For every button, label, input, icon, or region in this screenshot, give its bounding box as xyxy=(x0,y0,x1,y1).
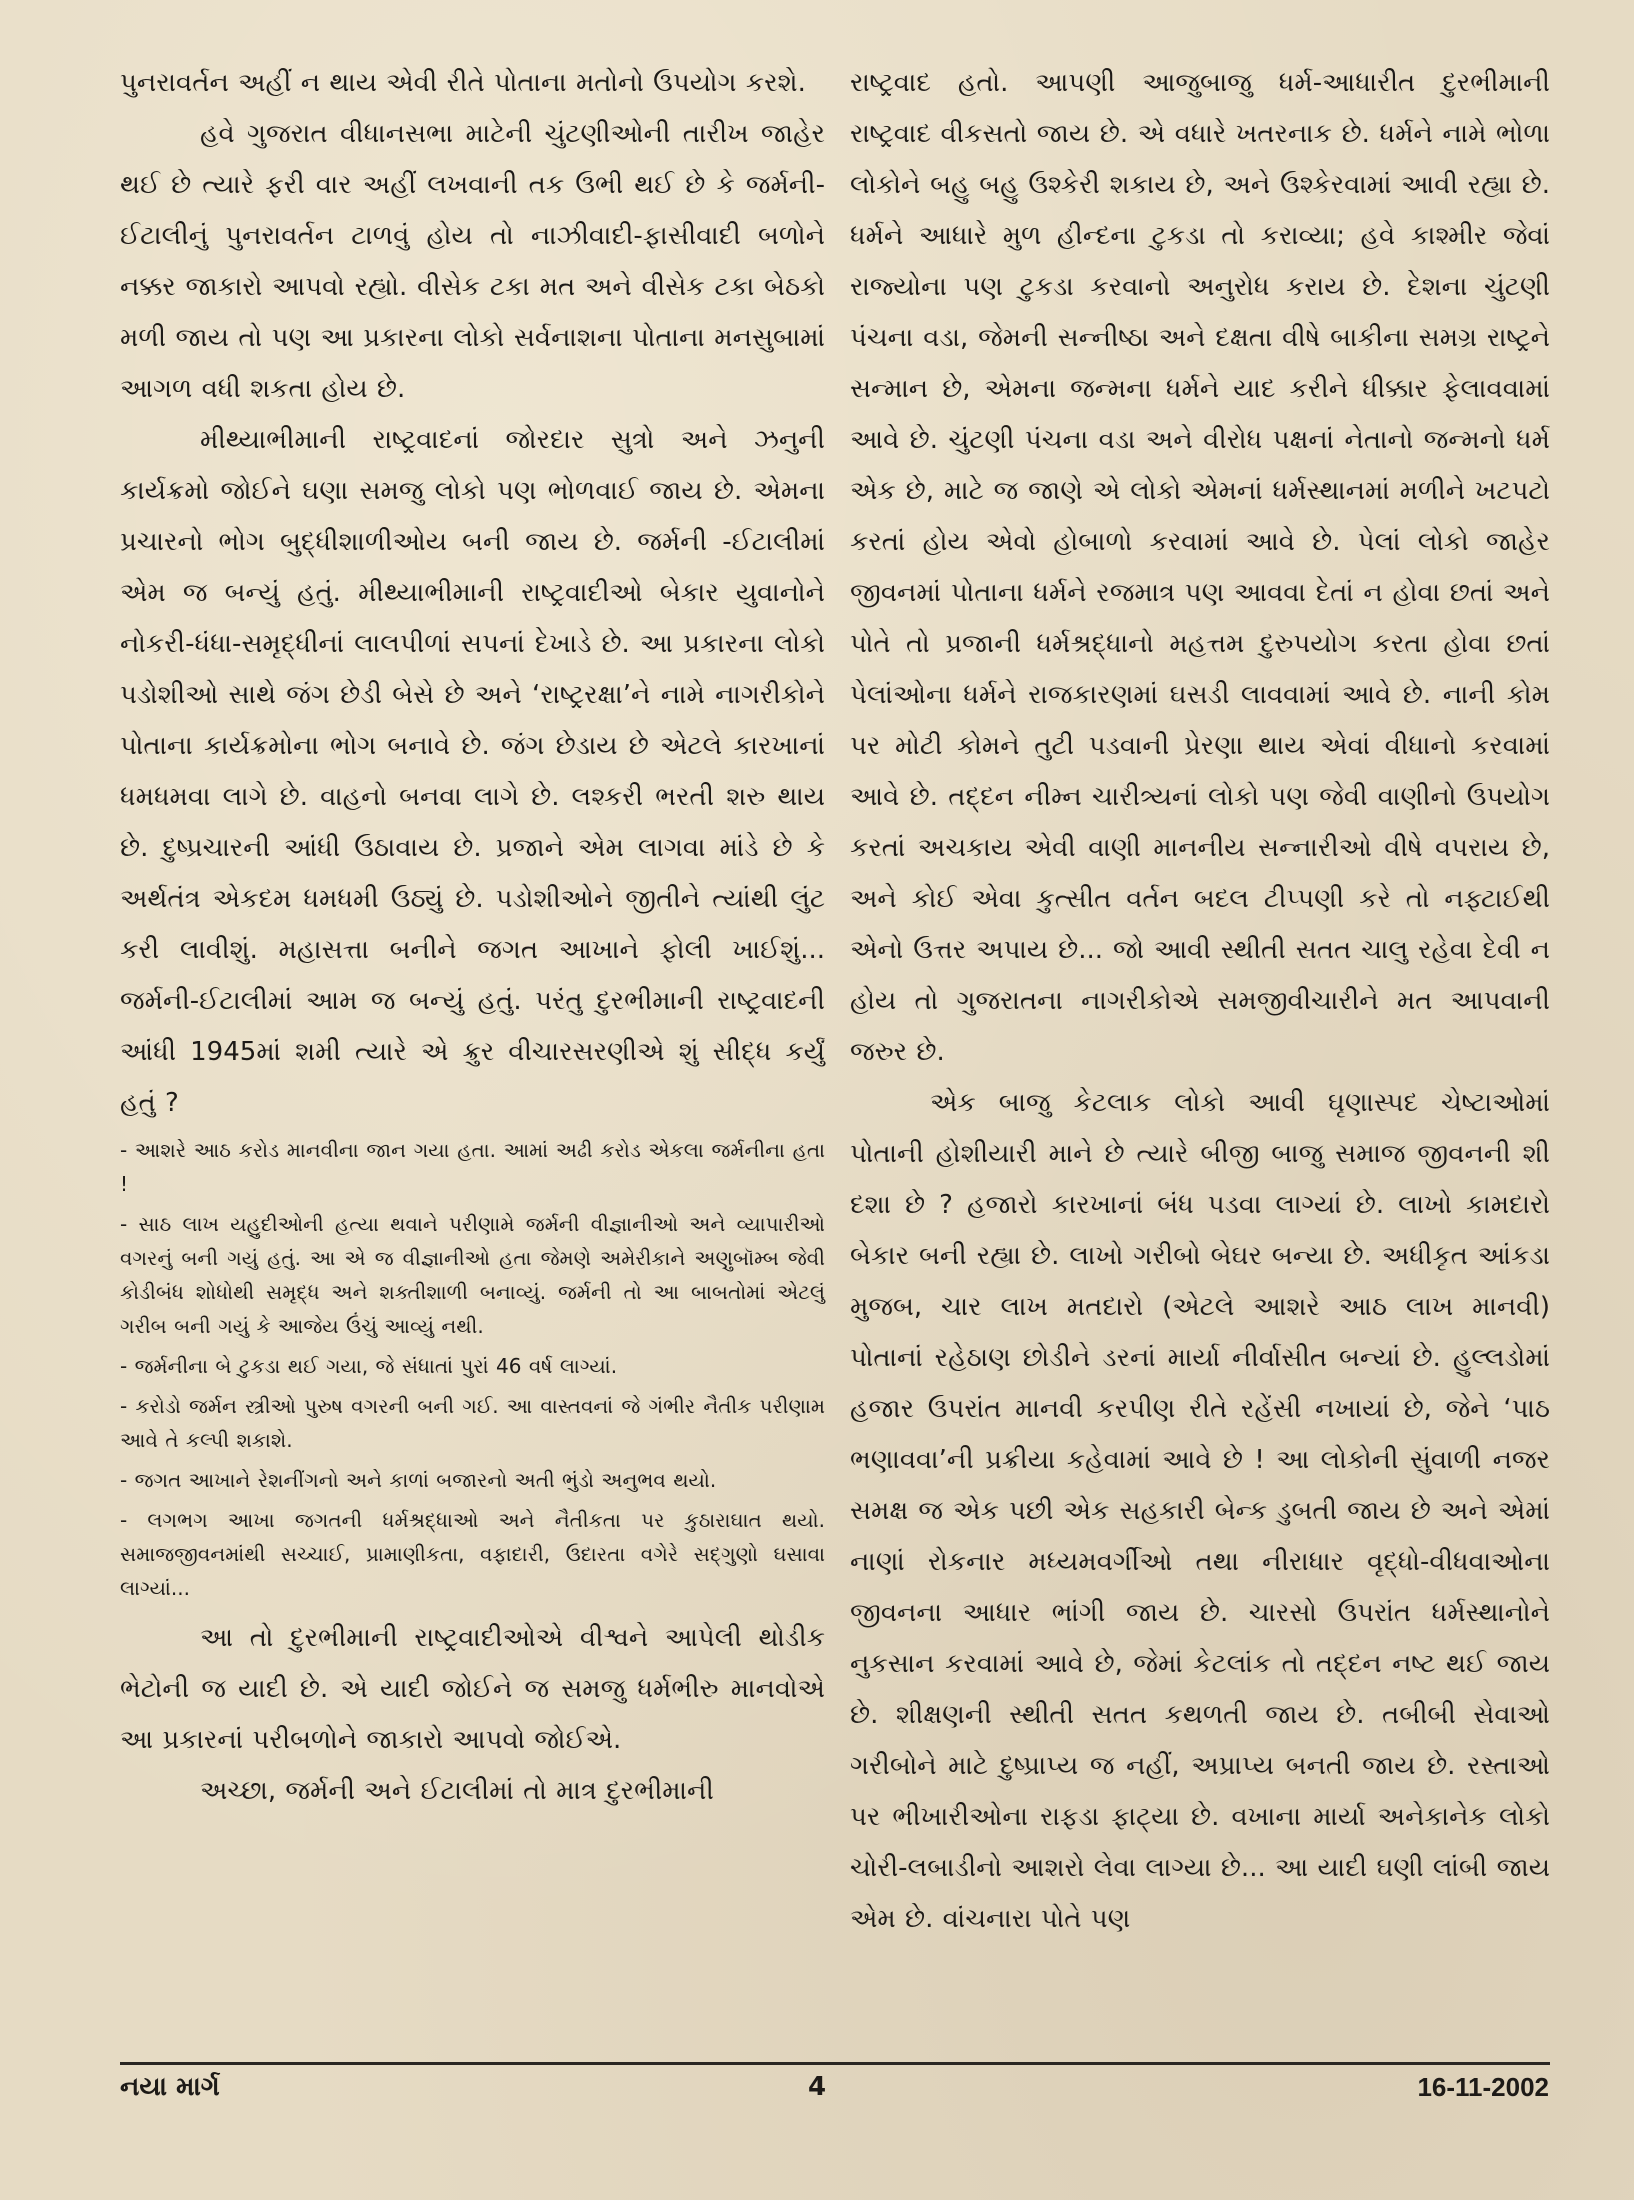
publication-name: નયા માર્ગ xyxy=(120,2072,220,2102)
paragraph: રાષ્ટ્રવાદ હતો. આપણી આજુબાજુ ધર્મ-આધારીત દુરભીમાની રાષ્ટ્રવાદ વીકસતો જાય છે. એ વધારે ખતરનાક છે. ધર્મને નામે ભોળા લોકોને બહુ બહુ ઉશ્કેરી શકાય છે, અને ઉશ્કેરવામાં આવી રહ્યા છે. ધર્મને આધારે મુળ હીન્દના ટુકડા તો કરાવ્યા; હવે કાશ્મીર જેવાં રાજ્યોના પણ ટુકડા કરવાનો અનુરોધ કરાય છે. દેશના ચુંટણી પંચના વડા, જેમની સન્નીષ્ઠા અને દક્ષતા વીષે બાકીના સમગ્ર રાષ્ટ્રને સન્માન છે, એમના જન્મના ધર્મને યાદ કરીને ધીક્કાર ફેલાવવામાં આવે છે. ચુંટણી પંચના વડા અને વીરોધ પક્ષનાં નેતાનો જન્મનો ધર્મ એક છે, માટે જ જાણે એ લોકો એમનાં ધર્મસ્થાનમાં મળીને ખટપટો કરતાં હોય એવો હોબાળો કરવામાં આવે છે. પેલાં લોકો જાહેર જીવનમાં પોતાના ધર્મને રજમાત્ર પણ આવવા દેતાં ન હોવા છતાં અને પોતે તો પ્રજાની ધર્મશ્રદ્ધાનો મહત્તમ દુરુપયોગ કરતા હોવા છતાં પેલાંઓના ધર્મને રાજકારણમાં ઘસડી લાવવામાં આવે છે. નાની કોમ પર મોટી કોમને તુટી પડવાની પ્રેરણા થાય એવાં વીધાનો કરવામાં આવે છે. તદ્દન નીમ્ન ચારીત્ર્યનાં લોકો પણ જેવી વાણીનો ઉપયોગ કરતાં અચકાય એવી વાણી માનનીય સન્નારીઓ વીષે વપરાય છે, અને કોઈ એવા કુત્સીત વર્તન બદલ ટીપ્પણી કરે તો નફ્ટાઈથી એનો ઉત્તર અપાય છે... જો આવી સ્થીતી સતત ચાલુ રહેવા દેવી ન હોય તો ગુજરાતના નાગરીકોએ સમજીવીચારીને મત આપવાની જરુર છે. xyxy=(850,68,1550,1067)
bullet-list xyxy=(120,1133,825,1605)
paragraph: અચ્છા, જર્મની અને ઈટાલીમાં તો માત્ર દુરભીમાની xyxy=(200,1776,714,1806)
right-column xyxy=(850,58,1550,1945)
list-item: - આશરે આઠ કરોડ માનવીના જાન ગયા હતા. આમાં અઢી કરોડ એકલા જર્મનીના હતા ! xyxy=(120,1138,825,1196)
list-item: - જર્મનીના બે ટુકડા થઈ ગયા, જે સંધાતાં પુરાં 46 વર્ષ લાગ્યાં. xyxy=(120,1354,618,1378)
paragraph: પુનરાવર્તન અહીં ન થાય એવી રીતે પોતાના મતોનો ઉપયોગ કરશે. xyxy=(120,68,806,98)
list-item: - સાઠ લાખ યહુદીઓની હત્યા થવાને પરીણામે જર્મની વીજ્ઞાનીઓ અને વ્યાપારીઓ વગરનું બની ગયું હતું. આ એ જ વીજ્ઞાનીઓ હતા જેમણે અમેરીકાને અણુબૉમ્બ જેવી કોડીબંધ શોધોથી સમૃદ્ધ અને શક્તીશાળી બનાવ્યું. જર્મની તો આ બાબતોમાં એટલું ગરીબ બની ગયું કે આજેય ઉંચું આવ્યું નથી. xyxy=(120,1212,825,1338)
page-number: 4 xyxy=(807,2072,827,2102)
list-item: - કરોડો જર્મન સ્ત્રીઓ પુરુષ વગરની બની ગઈ. આ વાસ્તવનાં જે ગંભીર નૈતીક પરીણામ આવે તે કલ્પી શકાશે. xyxy=(120,1394,825,1452)
list-item: - જગત આખાને રેશનીંગનો અને કાળાં બજારનો અતી ભુંડો અનુભવ થયો. xyxy=(120,1468,717,1492)
paragraph: મીથ્યાભીમાની રાષ્ટ્રવાદનાં જોરદાર સુત્રો અને ઝનુની કાર્યક્રમો જોઈને ઘણા સમજુ લોકો પણ ભોળવાઈ જાય છે. એમના પ્રચારનો ભોગ બુદ્ધીશાળીઓય બની જાય છે. જર્મની -ઈટાલીમાં એમ જ બન્યું હતું. મીથ્યાભીમાની રાષ્ટ્રવાદીઓ બેકાર યુવાનોને નોકરી-ધંધા-સમૃદ્ધીનાં લાલપીળાં સપનાં દેખાડે છે. આ પ્રકારના લોકો પડોશીઓ સાથે જંગ છેડી બેસે છે અને ‘રાષ્ટ્રરક્ષા’ને નામે નાગરીકોને પોતાના કાર્યક્રમોના ભોગ બનાવે છે. જંગ છેડાય છે એટલે કારખાનાં ધમધમવા લાગે છે. વાહનો બનવા લાગે છે. લશ્કરી ભરતી શરુ થાય છે. દુષ્પ્રચારની આંધી ઉઠાવાય છે. પ્રજાને એમ લાગવા માંડે છે કે અર્થતંત્ર એકદમ ધમધમી ઉઠ્યું છે. પડોશીઓને જીતીને ત્યાંથી લુંટ કરી લાવીશું. મહાસત્તા બનીને જગત આખાને ફોલી ખાઈશું... જર્મની-ઈટાલીમાં આમ જ બન્યું હતું. પરંતુ દુરભીમાની રાષ્ટ્રવાદની આંધી 1945માં શમી ત્યારે એ ક્રુર વીચારસરણીએ શું સીદ્ધ કર્યું હતું ? xyxy=(120,425,825,1118)
footer-divider xyxy=(120,2062,1550,2065)
left-column xyxy=(120,58,825,1817)
issue-date: 16-11-2002 xyxy=(1417,2072,1549,2102)
list-item: - લગભગ આખા જગતની ધર્મશ્રદ્ધાઓ અને નૈતીકતા પર કુઠારાઘાત થયો. સમાજજીવનમાંથી સચ્ચાઈ, પ્રામાણીકતા, વફાદારી, ઉદારતા વગેરે સદ્ગુણો ઘસાવા લાગ્યાં... xyxy=(120,1508,825,1600)
paragraph: એક બાજુ કેટલાક લોકો આવી ઘૃણાસ્પદ ચેષ્ટાઓમાં પોતાની હોશીયારી માને છે ત્યારે બીજી બાજુ સમાજ જીવનની શી દશા છે ? હજારો કારખાનાં બંધ પડવા લાગ્યાં છે. લાખો કામદારો બેકાર બની રહ્યા છે. લાખો ગરીબો બેઘર બન્યા છે. અધીકૃત આંકડા મુજબ, ચાર લાખ મતદારો (એટલે આશરે આઠ લાખ માનવી) પોતાનાં રહેઠાણ છોડીને ડરનાં માર્યા નીર્વાસીત બન્યાં છે. હુલ્લડોમાં હજાર ઉપરાંત માનવી કરપીણ રીતે રહેંસી નખાયાં છે, જેને ‘પાઠ ભણાવવા’ની પ્રક્રીયા કહેવામાં આવે છે ! આ લોકોની સુંવાળી નજર સમક્ષ જ એક પછી એક સહકારી બેન્ક ડુબતી જાય છે અને એમાં નાણાં રોકનાર મધ્યમવર્ગીઓ તથા નીરાધાર વૃદ્ધો-વીધવાઓના જીવનના આધાર ભાંગી જાય છે. ચારસો ઉપરાંત ધર્મસ્થાનોને નુકસાન કરવામાં આવે છે, જેમાં કેટલાંક તો તદ્દન નષ્ટ થઈ જાય છે. શીક્ષણની સ્થીતી સતત કથળતી જાય છે. તબીબી સેવાઓ ગરીબોને માટે દુષ્પ્રાપ્ય જ નહીં, અપ્રાપ્ય બનતી જાય છે. રસ્તાઓ પર ભીખારીઓના રાફડા ફાટ્યા છે. વખાના માર્યા અનેકાનેક લોકો ચોરી-લબાડીનો આશરો લેવા લાગ્યા છે... આ યાદી ઘણી લાંબી જાય એમ છે. વાંચનારા પોતે પણ xyxy=(850,1088,1550,1934)
paragraph: આ તો દુરભીમાની રાષ્ટ્રવાદીઓએ વીશ્વને આપેલી થોડીક ભેટોની જ યાદી છે. એ યાદી જોઈને જ સમજુ ધર્મભીરુ માનવોએ આ પ્રકારનાં પરીબળોને જાકારો આપવો જોઈએ. xyxy=(120,1623,825,1755)
paragraph: હવે ગુજરાત વીધાનસભા માટેની ચુંટણીઓની તારીખ જાહેર થઈ છે ત્યારે ફરી વાર અહીં લખવાની તક ઉભી થઈ છે કે જર્મની-ઈટાલીનું પુનરાવર્તન ટાળવું હોય તો નાઝીવાદી-ફાસીવાદી બળોને નક્કર જાકારો આપવો રહ્યો. વીસેક ટકા મત અને વીસેક ટકા બેઠકો મળી જાય તો પણ આ પ્રકારના લોકો સર્વનાશના પોતાના મનસુબામાં આગળ વધી શકતા હોય છે. xyxy=(120,119,825,404)
